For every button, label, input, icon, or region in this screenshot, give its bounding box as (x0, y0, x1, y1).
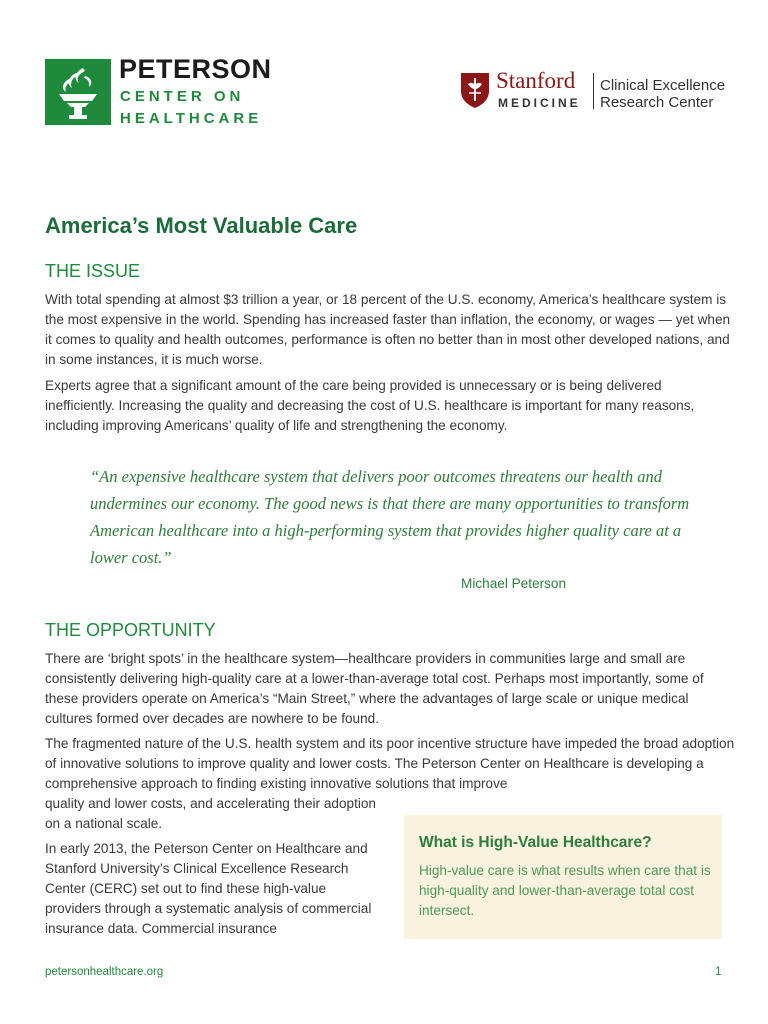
callout-title: What is High-Value Healthcare? (419, 834, 652, 851)
stanford-logo-name: Stanford (496, 68, 576, 93)
stanford-logo-medicine: MEDICINE (498, 96, 581, 110)
pull-quote: “An expensive healthcare system that delivers poor outcomes threatens our health and undermines our economy. The good news is that there are many opportunities to transform American healthcare into a high-performing system that provides higher quality care at a lower cost.” (90, 467, 690, 567)
stanford-center-name-line2: Research Center (600, 94, 714, 111)
opportunity-paragraph-2: The fragmented nature of the U.S. health system and its poor incentive structure have impeded the broad adoption of innovative solutions to improve quality and lower costs. The Peterson Center on Healthcare is developing a comprehensive approach to finding existing innovative solutions that improve (45, 736, 735, 791)
opportunity-heading: THE OPPORTUNITY (45, 620, 216, 640)
issue-paragraph-1: With total spending at almost $3 trillion a year, or 18 percent of the U.S. economy, America’s healthcare system is the most expensive in the world. Spending has increased faster than inflation, the economy, or wages — yet when it comes to quality and health outcomes, performance is often no better than in most other developed nations, and in some instances, it is much worse. (45, 292, 731, 367)
issue-heading: THE ISSUE (45, 261, 141, 281)
peterson-torch-logo-icon (45, 59, 111, 125)
quote-attribution: Michael Peterson (461, 576, 567, 591)
issue-paragraph-2: Experts agree that a significant amount of the care being provided is unnecessary or is being delivered inefficiently. Increasing the quality and decreasing the cost of U.S. healthcare is important for many reasons, including improving Americans’ quality of life and strengthening the economy. (45, 378, 695, 433)
page-number: 1 (715, 966, 722, 978)
opportunity-paragraph-3: In early 2013, the Peterson Center on Healthcare and Stanford University’s Clinical Excellence Research Center (CERC) set out to find these high-value providers through a systematic analysis of commercial insurance data. Commercial insurance (45, 841, 372, 936)
footer-website-link[interactable]: petersonhealthcare.org (45, 966, 164, 978)
stanford-center-name-line1: Clinical Excellence (600, 77, 726, 94)
opportunity-paragraph-2-continued: quality and lower costs, and accelerating their adoption on a national scale. (45, 796, 376, 831)
document-title: America’s Most Valuable Care (45, 213, 358, 238)
callout-text: High-value care is what results when care that is high-quality and lower-than-average total cost intersect. (419, 863, 711, 918)
stanford-shield-icon (460, 71, 490, 109)
peterson-logo-subtitle-line1: CENTER ON (120, 88, 245, 105)
peterson-logo-subtitle-line2: HEALTHCARE (120, 110, 263, 127)
stanford-logo-divider (593, 73, 594, 109)
opportunity-paragraph-1: There are ‘bright spots’ in the healthcare system—healthcare providers in communities large and small are consistently delivering high-quality care at a lower-than-average total cost. Perhaps most importantly, some of these providers operate on America’s “Main Street,” where the advantages of large scale or unique medical cultures formed over decades are nowhere to be found. (45, 651, 704, 726)
peterson-logo-title: PETERSON (119, 54, 272, 84)
